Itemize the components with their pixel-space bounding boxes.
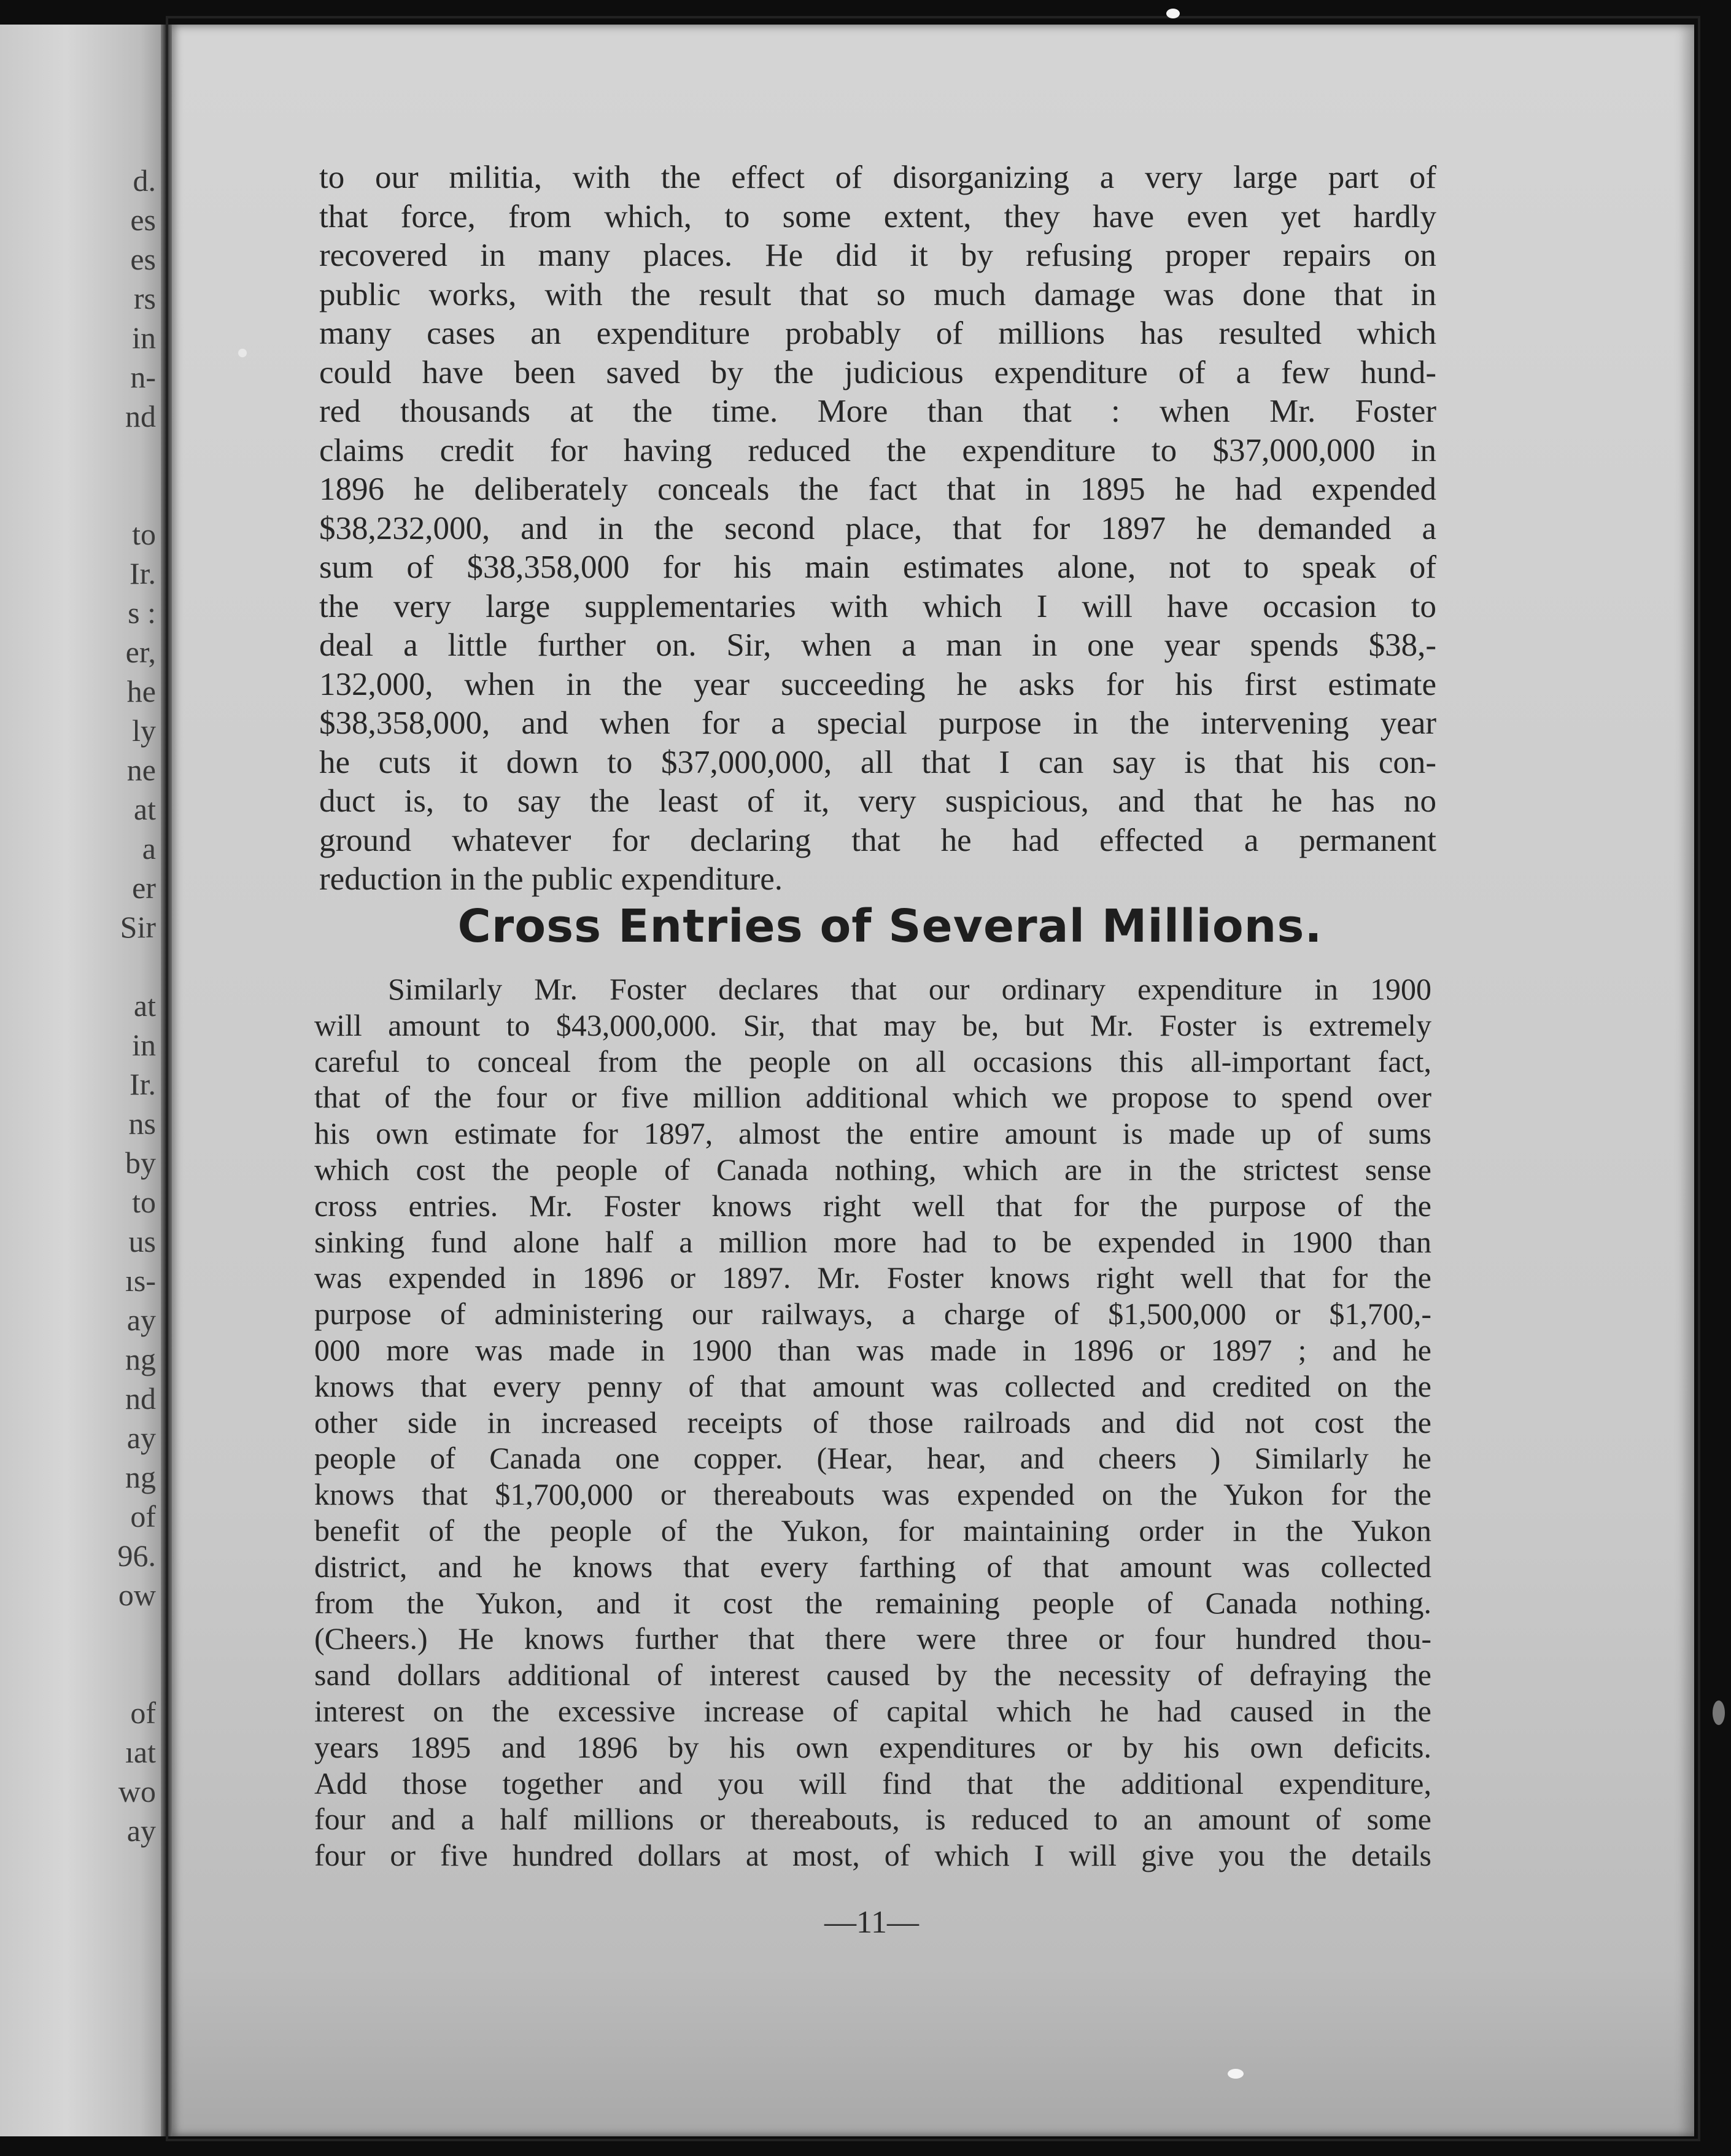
dust-speck: [1228, 2069, 1244, 2079]
text-line: that of the four or five million additional which we propose to spend over: [314, 1080, 1431, 1115]
left-page-fragment: ns: [128, 1106, 156, 1141]
left-page-fragment: to: [132, 517, 156, 551]
text-line: claims credit for having reduced the expenditure to $37,000,000 in: [319, 432, 1436, 468]
text-line: district, and he knows that every farthing of that amount was collected: [314, 1549, 1431, 1584]
text-line: four and a half millions or thereabouts, is reduced to an amount of some: [314, 1802, 1431, 1837]
text-line: which cost the people of Canada nothing, which are in the strictest sense: [314, 1152, 1431, 1187]
left-page-fragment: n-: [130, 360, 156, 394]
left-page-fragment: ıs-: [125, 1263, 156, 1298]
paragraph-1: [319, 158, 1436, 899]
section-heading: Cross Entries of Several Millions.: [457, 900, 1323, 953]
text-line: he cuts it down to $37,000,000, all that I can say is that his con-: [319, 744, 1436, 780]
text-line: reduction in the public expenditure.: [319, 861, 783, 897]
text-line: 1896 he deliberately conceals the fact that in 1895 he had expended: [319, 471, 1436, 507]
text-line: knows that $1,700,000 or thereabouts was expended on the Yukon for the: [314, 1477, 1431, 1512]
text-line: Add those together and you will find that the additional expenditure,: [314, 1766, 1431, 1801]
text-line: careful to conceal from the people on all occasions this all-important fact,: [314, 1044, 1431, 1079]
dust-speck: [1166, 9, 1180, 18]
text-line: duct is, to say the least of it, very suspicious, and that he has no: [319, 783, 1436, 819]
left-page-fragment: [9, 947, 156, 986]
text-line: sinking fund alone half a million more had to be expended in 1900 than: [314, 1224, 1431, 1259]
text-line: to our militia, with the effect of disorganizing a very large part of: [319, 160, 1436, 195]
text-line: could have been saved by the judicious expenditure of a few hund-: [319, 354, 1436, 390]
left-page-fragment: ow: [118, 1578, 156, 1612]
text-line: benefit of the people of the Yukon, for maintaining order in the Yukon: [314, 1513, 1431, 1548]
text-line: the very large supplementaries with which I will have occasion to: [319, 588, 1436, 624]
left-page-fragment: wo: [118, 1774, 156, 1809]
left-page-fragment: Sir: [120, 910, 156, 944]
left-page-fragment: a: [142, 831, 156, 866]
left-page-text-fragments: [9, 161, 156, 1850]
left-page-fragment: Ir.: [129, 1067, 156, 1101]
text-line: ground whatever for declaring that he had effected a permanent: [319, 822, 1436, 858]
left-page-fragment: he: [126, 674, 156, 708]
left-page-fragment: at: [133, 988, 156, 1023]
left-page-fragment: ay: [126, 1303, 156, 1337]
left-page-fragment: d.: [133, 163, 156, 198]
page-number: —11—: [824, 1905, 920, 1940]
left-page-fragment: ıat: [125, 1735, 156, 1769]
left-page-fragment: 96.: [117, 1538, 156, 1573]
text-line: $38,232,000, and in the second place, that for 1897 he demanded a: [319, 510, 1436, 546]
text-line: was expended in 1896 or 1897. Mr. Foster knows right well that for the: [314, 1260, 1431, 1295]
text-line: that force, from which, to some extent, they have even yet hardly: [319, 198, 1436, 235]
text-line: red thousands at the time. More than that : when Mr. Foster: [319, 394, 1436, 429]
left-page-fragment: ng: [125, 1342, 156, 1376]
left-page-fragment: nd: [125, 1381, 156, 1416]
text-line: public works, with the result that so much damage was done that in: [319, 276, 1436, 312]
left-page-fragment: Ir.: [129, 556, 156, 591]
dust-speck: [238, 349, 247, 357]
left-page-fragment: at: [133, 792, 156, 826]
text-line: deal a little further on. Sir, when a man in one year spends $38,-: [319, 627, 1436, 663]
text-line: 000 more was made in 1900 than was made in 1896 or 1897 ; and he: [314, 1332, 1431, 1367]
left-page-fragment: ng: [125, 1460, 156, 1494]
left-page-fragment: us: [128, 1224, 156, 1258]
left-page-fragment: by: [125, 1146, 156, 1180]
left-page-fragment: in: [132, 1028, 156, 1062]
left-page-fragment: es: [130, 203, 156, 237]
text-line: his own estimate for 1897, almost the entire amount is made up of sums: [314, 1116, 1431, 1151]
text-line: interest on the excessive increase of capital which he had caused in the: [314, 1693, 1431, 1728]
left-page-fragment: rs: [133, 281, 156, 316]
left-page-fragment: to: [132, 1185, 156, 1219]
text-line: Similarly Mr. Foster declares that our ordinary expenditure in 1900: [388, 972, 1431, 1006]
left-page-fragment: nd: [125, 399, 156, 433]
text-line: people of Canada one copper. (Hear, hear, and cheers ) Similarly he: [314, 1441, 1431, 1476]
left-page-fragment: in: [132, 320, 156, 355]
text-line: $38,358,000, and when for a special purpose in the intervening year: [319, 705, 1436, 741]
text-line: years 1895 and 1896 by his own expenditures or by his own deficits.: [314, 1729, 1431, 1764]
text-line: will amount to $43,000,000. Sir, that may be, but Mr. Foster is extremely: [314, 1007, 1431, 1042]
text-line: other side in increased receipts of those railroads and did not cost the: [314, 1405, 1431, 1440]
text-line: knows that every penny of that amount was collected and credited on the: [314, 1368, 1431, 1403]
text-line: sum of $38,358,000 for his main estimates alone, not to speak of: [319, 549, 1436, 585]
book-gutter: [161, 25, 172, 2136]
left-page-fragment: ly: [132, 713, 156, 748]
text-line: purpose of administering our railways, a charge of $1,500,000 or $1,700,-: [314, 1297, 1431, 1332]
left-page-fragment: [9, 436, 156, 475]
left-page-fragment: ne: [126, 753, 156, 787]
text-line: 132,000, when in the year succeeding he asks for his first estimate: [319, 666, 1436, 702]
left-page-fragment: of: [130, 1499, 156, 1534]
text-line: many cases an expenditure probably of millions has resulted which: [319, 316, 1436, 351]
left-page-fragment: er: [132, 871, 156, 905]
text-line: cross entries. Mr. Foster knows right well that for the purpose of the: [314, 1188, 1431, 1223]
left-page-fragment: [9, 1615, 156, 1654]
left-page-fragment: es: [130, 242, 156, 276]
left-page-fragment: [9, 1654, 156, 1693]
text-line: from the Yukon, and it cost the remaining people of Canada nothing.: [314, 1585, 1431, 1620]
left-facing-page: [0, 25, 166, 2136]
text-line: sand dollars additional of interest caused by the necessity of defraying the: [314, 1658, 1431, 1693]
left-page-fragment: [9, 475, 156, 514]
text-line: (Cheers.) He knows further that there were three or four hundred thou-: [314, 1621, 1431, 1656]
left-page-fragment: ay: [126, 1813, 156, 1848]
left-page-fragment: of: [130, 1696, 156, 1730]
left-page-fragment: s :: [128, 595, 156, 630]
text-line: recovered in many places. He did it by refusing proper repairs on: [319, 238, 1436, 273]
paragraph-2: [314, 971, 1431, 1874]
dust-speck: [1713, 1700, 1725, 1725]
left-page-fragment: er,: [125, 635, 156, 669]
text-line: four or five hundred dollars at most, of which I will give you the details: [314, 1838, 1431, 1873]
left-page-fragment: ay: [126, 1421, 156, 1455]
